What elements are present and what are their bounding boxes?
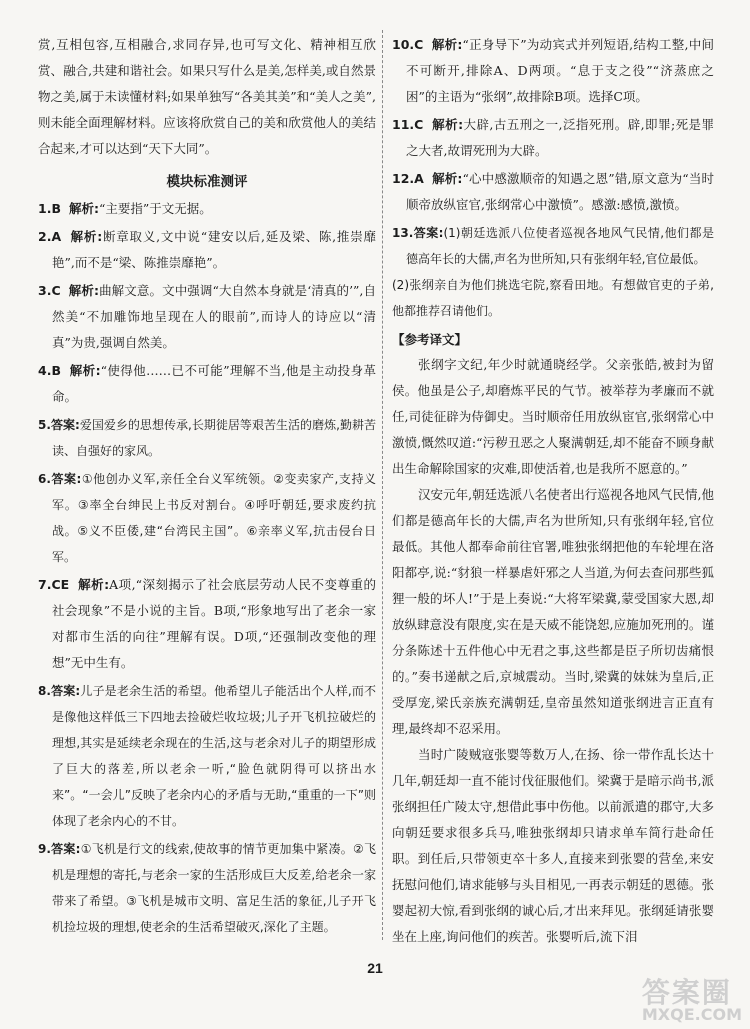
item-text: 大辟,古五刑之一,泛指死刑。辟,即罪;死是罪之大者,故谓死刑为大辟。: [406, 117, 714, 158]
item-number: 6.: [38, 472, 51, 486]
answer-item-13: [392, 220, 714, 272]
item-text: “心中感激顺帝的知遇之恩”错,原文意为“当时顺帝放纵宦官,张纲常心中激愤”。感激:感愤,激愤。: [406, 171, 714, 212]
reference-translation-title: 【参考译文】: [392, 332, 468, 347]
item-number: 1.B: [38, 201, 61, 216]
item-text: 儿子是老余生活的希望。他希望儿子能活出个人样,而不是像他这样低三下四地去捡破烂收垃圾;儿子开飞机拉破烂的理想,其实是延续老余现在的生活,这与老余对儿子的期望形成了巨大的落差,所以老余一听,“脸色就阴得可以挤出水来”。“一会儿”反映了老余内心的矛盾与无助,“重重的一下”则体现了老余内心的不甘。: [52, 684, 376, 828]
watermark-logo: [641, 976, 742, 1024]
item-label: 解析:: [431, 37, 463, 52]
translation-paragraph: 当时广陵贼寇张婴等数万人,在扬、徐一带作乱长达十几年,朝廷却一直不能讨伐征服他们。梁冀于是暗示尚书,派张纲担任广陵太守,想借此事中伤他。以前派遣的郡守,大多向朝廷要求很多兵马,唯独张纲却只请求单车简行赴命任职。到任后,只带领吏卒十多人,直接来到张婴的营垒,来安抚慰问他们,请求能够与头目相见,一再表示朝廷的恩德。张婴起初大惊,看到张纲的诚心后,才出来拜见。张纲延请张婴坐在上座,询问他们的疾苦。张婴听后,流下泪: [392, 747, 714, 944]
answer-item-6: [38, 466, 376, 570]
answer-item-5: [38, 412, 376, 464]
answer-item-11: [392, 112, 714, 164]
item-number: 2.A: [38, 229, 62, 244]
item-number: 9.: [38, 842, 51, 856]
reference-translation: [392, 352, 714, 950]
page-number: 21: [367, 960, 383, 976]
item-number: 13.: [392, 226, 414, 240]
item-number: 8.: [38, 684, 51, 698]
translation-paragraph: 张纲字文纪,年少时就通晓经学。父亲张皓,被封为留侯。他虽是公子,却磨炼平民的气节。被举荐为孝廉而不就任,司徒征辟为侍御史。当时顺帝任用放纵宦官,张纲常心中激愤,慨然叹道:“污秽丑恶之人聚满朝廷,却不能奋不顾身献出生命解除国家的灾难,即使活着,也是我所不愿意的。”: [392, 357, 714, 476]
answer-item-13-part-2: [392, 272, 714, 324]
answer-item-1: [38, 196, 376, 222]
item-text: “主要指”于文无据。: [98, 201, 212, 216]
item-number: 12.A: [392, 171, 424, 186]
answer-item-4: [38, 358, 376, 410]
item-number: 5.: [38, 418, 51, 432]
left-column: [38, 32, 376, 940]
item-text: (2)张纲亲自为他们挑选宅院,察看田地。有想做官吏的子弟,他都推荐召请他们。: [392, 278, 714, 318]
item-label: 答案:: [50, 418, 80, 432]
answer-item-10: [392, 32, 714, 110]
item-text: “正身导下”为动宾式并列短语,结构工整,中间不可断开,排除A、D两项。“息于支之役”“济蒸庶之困”的主语为“张纲”,故排除B项。选择C项。: [406, 37, 715, 104]
item-text: ①飞机是行文的线索,使故事的情节更加集中紧凑。②飞机是理想的寄托,与老余一家的生活形成巨大反差,给老余一家带来了希望。③飞机是城市文明、富足生活的象征,儿子开飞机捡垃圾的理想,使老余的生活希望破灭,深化了主题。: [52, 842, 376, 934]
answer-item-12: [392, 166, 714, 218]
item-text: “使得他……已不可能”理解不当,他是主动投身革命。: [52, 363, 376, 404]
answer-item-9: [38, 836, 376, 940]
item-text: 断章取义,文中说“建安以后,延及梁、陈,推崇靡艳”,而不是“梁、陈推崇靡艳”。: [52, 229, 376, 270]
item-label: 解析:: [78, 577, 110, 592]
item-text: 曲解文意。文中强调“大自然本身就是‘清真的’”,自然美“不加雕饰地呈现在人的眼前”,而诗人的诗应以“清真”为贵,强调自然美。: [52, 283, 377, 350]
item-label: 答案:: [50, 684, 81, 698]
answer-item-7: [38, 572, 376, 676]
item-number: 7.CE: [38, 577, 70, 592]
watermark-text: 答案圈: [641, 976, 732, 1009]
item-label: 答案:: [50, 472, 82, 486]
item-text: (1)朝廷选派八位使者巡视各地风气民情,他们都是德高年长的大儒,声名为世所知,只有张纲年轻,官位最低。: [406, 226, 714, 266]
item-text: A项,“深刻揭示了社会底层劳动人民不变尊重的社会现象”不是小说的主旨。B项,“形象地写出了老余一家对都市生活的向往”理解有误。D项,“还强制改变他的理想”无中生有。: [52, 577, 376, 670]
item-label: 答案:: [413, 226, 444, 240]
item-number: 3.C: [38, 283, 61, 298]
item-label: 解析:: [68, 283, 99, 298]
item-text: ①他创办义军,亲任全台义军统领。②变卖家产,支持义军。③率全台绅民上书反对割台。④呼吁朝廷,要求废约抗战。⑤义不臣倭,建“台湾民主国”。⑥亲率义军,抗击侵台日军。: [52, 472, 376, 564]
item-number: 4.B: [38, 363, 61, 378]
item-number: 10.C: [392, 37, 424, 52]
item-label: 答案:: [50, 842, 81, 856]
item-label: 解析:: [68, 201, 99, 216]
watermark-url: MXQE.COM: [641, 1005, 742, 1024]
answer-item-8: [38, 678, 376, 834]
item-text: 爱国爱乡的思想传承,长期徙居等艰苦生活的磨炼,勤耕苦读、自强好的家风。: [52, 418, 376, 458]
item-label: 解析:: [70, 229, 103, 244]
intro-paragraph: 赏,互相包容,互相融合,求同存异,也可写文化、精神相互欣赏、融合,共建和谐社会。如果只写什么是美,怎样美,或自然景物之美,属于未读懂材料;如果单独写“各美其美”和“美人之美”,则未能全面理解材料。应该将欣赏自己的美和欣赏他人的美结合起来,才可以达到“天下大同”。: [38, 37, 376, 156]
item-number: 11.C: [392, 117, 424, 132]
answer-item-3: [38, 278, 376, 356]
item-label: 解析:: [432, 117, 464, 132]
column-divider: [382, 30, 383, 940]
item-label: 解析:: [432, 171, 463, 186]
item-label: 解析:: [69, 363, 101, 378]
section-title: 模块标准测评: [166, 174, 248, 190]
answer-item-2: [38, 224, 376, 276]
translation-paragraph: 汉安元年,朝廷选派八名使者出行巡视各地风气民情,他们都是德高年长的大儒,声名为世所知,只有张纲年轻,官位最低。其他人都奉命前往官署,唯独张纲把他的车轮埋在洛阳都亭,说:“豺狼一样暴虐奸邪之人当道,为何去查问那些狐狸一般的坏人!”于是上奏说:“大将军梁冀,蒙受国家大恩,却放纵肆意没有限度,实在是天威不能饶恕,应施加死刑的。谨分条陈述十五件他心中无君之事,这些都是臣子所切齿痛恨的。”奏书递献之后,京城震动。当时,梁冀的妹妹为皇后,正受厚宠,梁氏亲族充满朝廷,皇帝虽然知道张纲进言正直有理,最终却不忍采用。: [392, 487, 714, 736]
right-column: [392, 32, 714, 950]
